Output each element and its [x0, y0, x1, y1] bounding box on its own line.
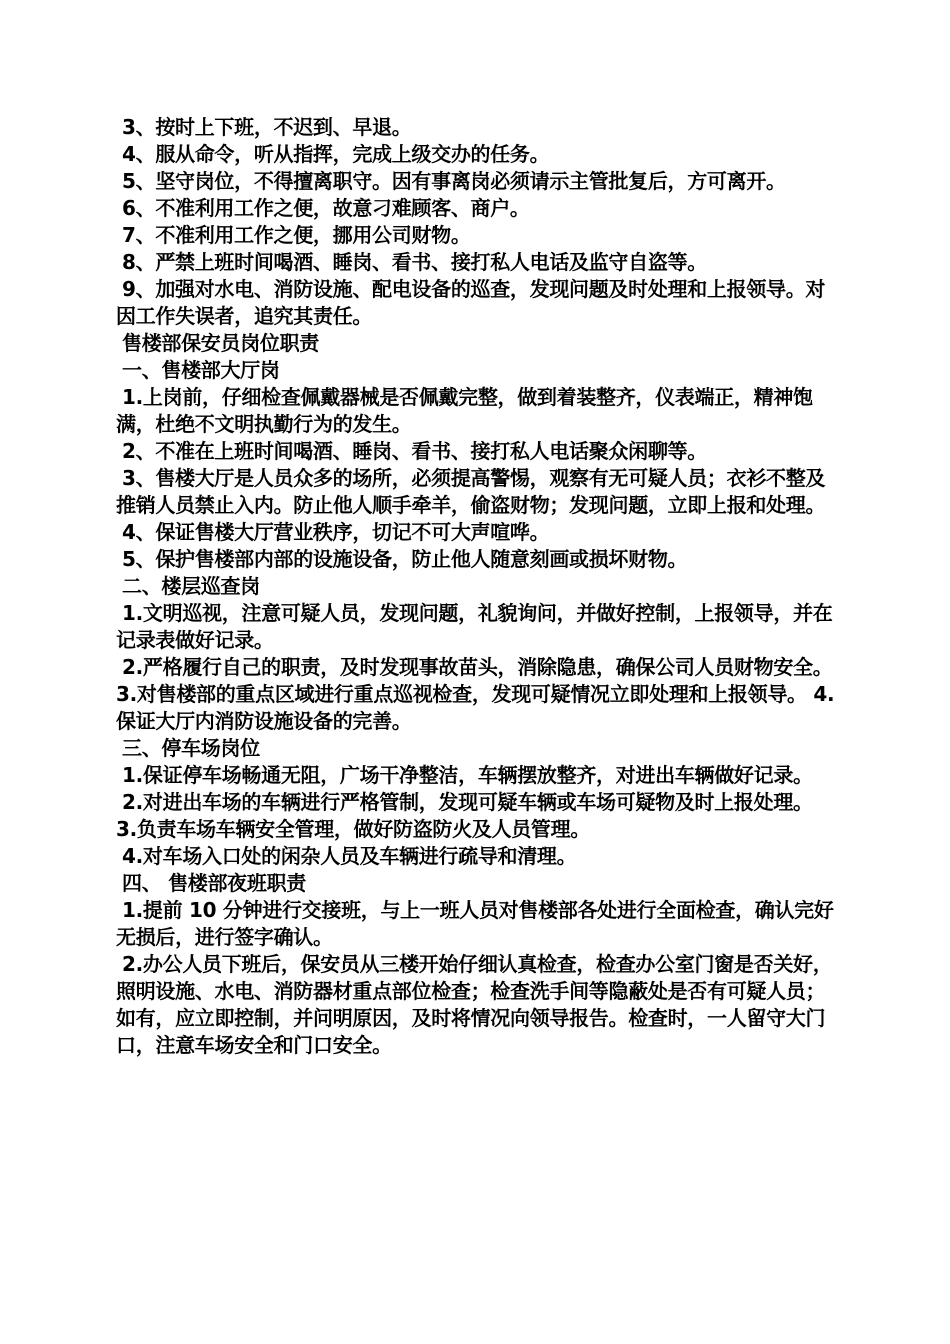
- paragraph-hall-3: 3、售楼大厅是人员众多的场所，必须提高警惕，观察有无可疑人员；衣衫不整及推销人员禁止入内。防止他人顺手牵羊，偷盗财物；发现问题，立即上报和处理。: [116, 466, 826, 517]
- heading-hall-post: 一、售楼部大厅岗: [122, 358, 280, 382]
- paragraph-hall-5: 5、保护售楼部内部的设施设备，防止他人随意刻画或损坏财物。: [122, 547, 688, 571]
- heading-floor-patrol: 二、楼层巡查岗: [122, 574, 260, 598]
- paragraph-hall-4: 4、保证售楼大厅营业秩序，切记不可大声喧哗。: [122, 520, 550, 544]
- paragraph-parking-4: 4.对车场入口处的闲杂人员及车辆进行疏导和清理。: [122, 844, 577, 868]
- document-page: [116, 114, 836, 1059]
- section-title: 售楼部保安员岗位职责: [122, 331, 319, 355]
- paragraph-night-2: 2.办公人员下班后，保安员从三楼开始仔细认真检查，检查办公室门窗是否关好，照明设施、水电、消防器材重点部位检查；检查洗手间等隐蔽处是否有可疑人员；如有，应立即控制，并问明原因，及时将情况向领导报告。检查时，一人留守大门口，注意车场安全和门口安全。: [116, 952, 833, 1057]
- heading-parking-post: 三、停车场岗位: [122, 736, 260, 760]
- paragraph-parking-3: 3.负责车场车辆安全管理，做好防盗防火及人员管理。: [116, 817, 591, 841]
- paragraph-rule-3: 3、按时上下班，不迟到、早退。: [122, 115, 412, 139]
- paragraph-hall-2: 2、不准在上班时间喝酒、睡岗、看书、接打私人电话聚众闲聊等。: [122, 439, 707, 463]
- paragraph-rule-5: 5、坚守岗位，不得擅离职守。因有事离岗必须请示主管批复后，方可离开。: [122, 169, 786, 193]
- paragraph-parking-2: 2.对进出车场的车辆进行严格管制，发现可疑车辆或车场可疑物及时上报处理。: [122, 790, 813, 814]
- paragraph-rule-9: 9、加强对水电、消防设施、配电设备的巡查，发现问题及时处理和上报领导。对因工作失误者，追究其责任。: [116, 277, 826, 328]
- paragraph-patrol-2: 2.严格履行自己的职责，及时发现事故苗头，消除隐患，确保公司人员财物安全。 3.对售楼部的重点区域进行重点巡视检查，发现可疑情况立即处理和上报领导。 4.保证大厅内消防设施设备的完善。: [116, 655, 835, 733]
- paragraph-rule-4: 4、服从命令，听从指挥，完成上级交办的任务。: [122, 142, 550, 166]
- paragraph-patrol-1: 1.文明巡视，注意可疑人员，发现问题，礼貌询问，并做好控制，上报领导，并在记录表做好记录。: [116, 601, 833, 652]
- heading-night-shift: 四、 售楼部夜班职责: [122, 871, 306, 895]
- paragraph-parking-1: 1.保证停车场畅通无阻，广场干净整洁，车辆摆放整齐，对进出车辆做好记录。: [122, 763, 813, 787]
- paragraph-rule-7: 7、不准利用工作之便，挪用公司财物。: [122, 223, 471, 247]
- paragraph-rule-8: 8、严禁上班时间喝酒、睡岗、看书、接打私人电话及监守自盗等。: [122, 250, 707, 274]
- paragraph-night-1: 1.提前 10 分钟进行交接班，与上一班人员对售楼部各处进行全面检查，确认完好无损后，进行签字确认。: [116, 898, 834, 949]
- paragraph-rule-6: 6、不准利用工作之便，故意刁难顾客、商户。: [122, 196, 530, 220]
- paragraph-hall-1: 1.上岗前，仔细检查佩戴器械是否佩戴完整，做到着装整齐，仪表端正，精神饱满，杜绝不文明执勤行为的发生。: [116, 385, 813, 436]
